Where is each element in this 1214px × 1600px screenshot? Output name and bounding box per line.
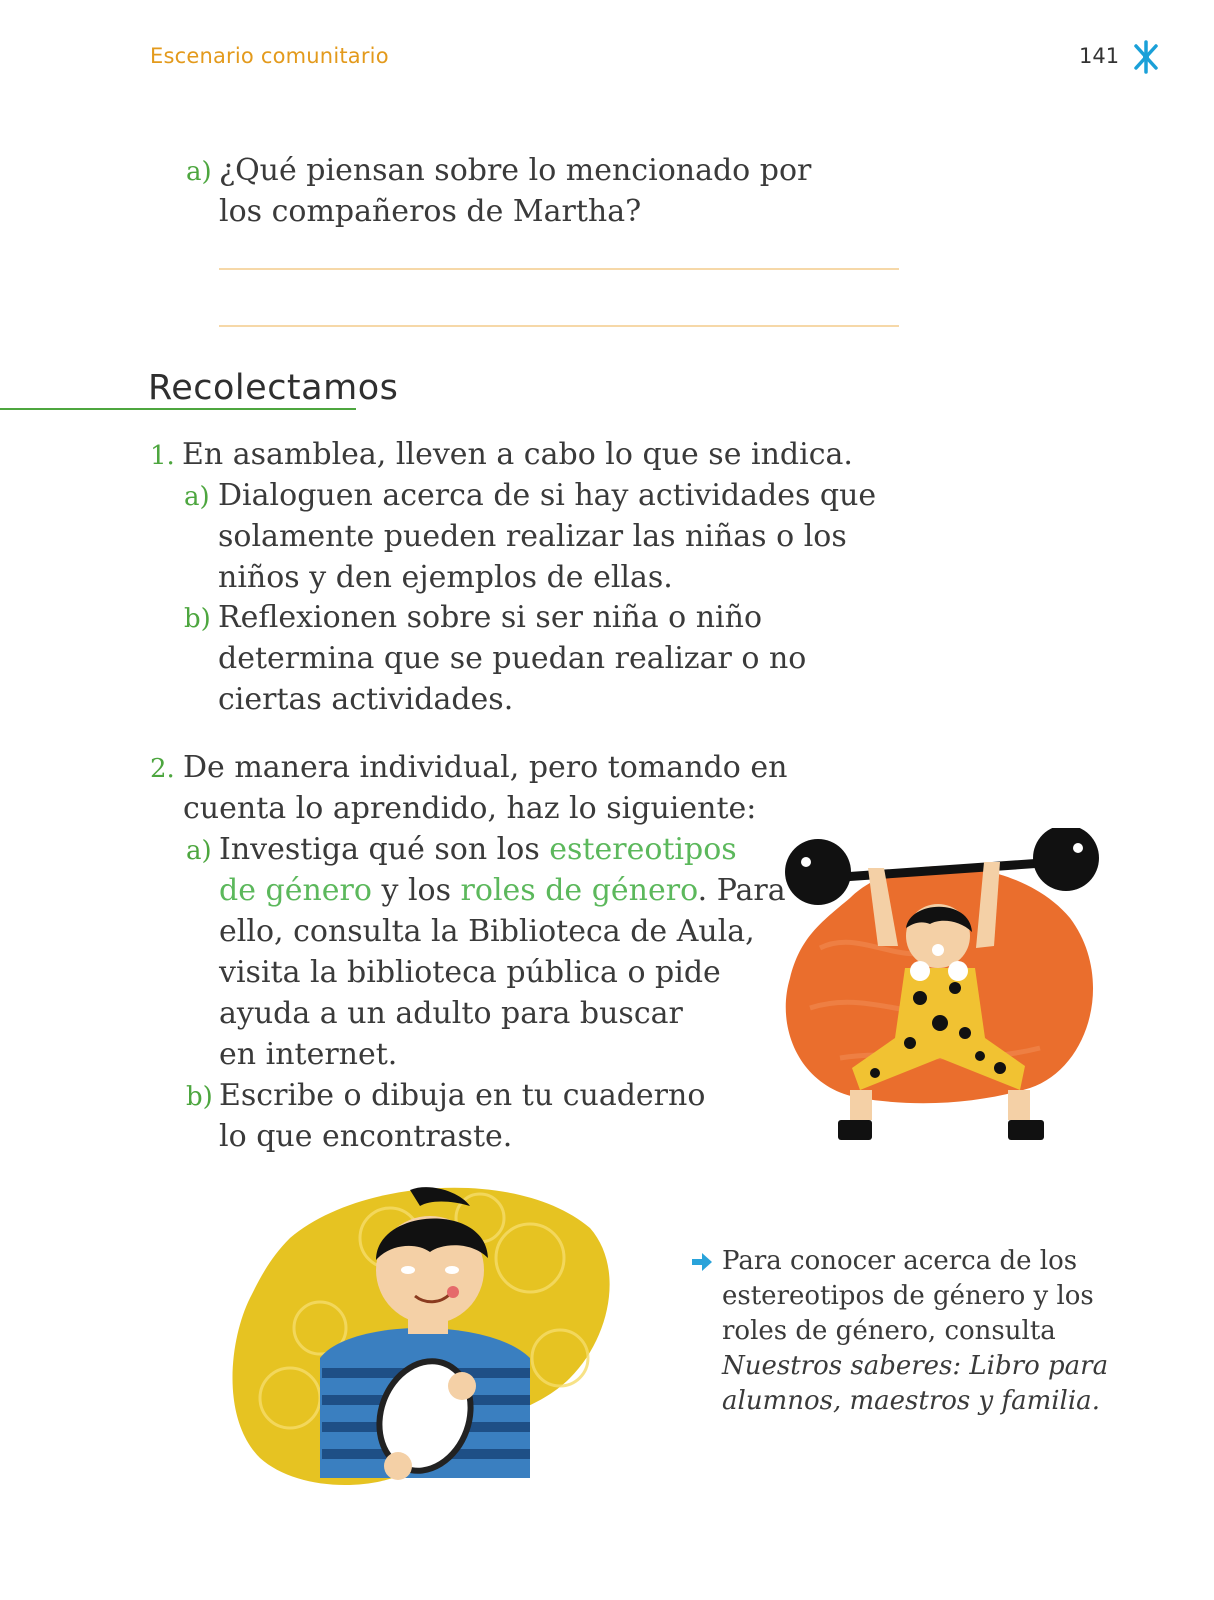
item-1-marker: 1. (150, 441, 175, 471)
item-2-line: De manera individual, pero tomando en (183, 750, 788, 785)
item-2a-marker: a) (186, 836, 212, 866)
note-book-title: alumnos, maestros y familia. (722, 1386, 1100, 1416)
item-2a-suffix: . Para (697, 873, 786, 908)
item-2a-line: ello, consulta la Biblioteca de Aula, (219, 914, 755, 949)
item-1b-line: ciertas actividades. (218, 682, 514, 717)
section-label: Escenario comunitario (150, 44, 389, 68)
answer-line-2[interactable] (219, 325, 899, 327)
glossary-term-estereotipos[interactable]: estereotipos (549, 832, 737, 867)
item-2b-line: lo que encontraste. (219, 1119, 513, 1154)
item-1b-marker: b) (184, 604, 211, 634)
glossary-term-roles-de-genero[interactable]: roles de género (460, 873, 698, 908)
note-line: Para conocer acerca de los (722, 1246, 1078, 1276)
item-2a-prefix: Investiga qué son los (219, 832, 550, 867)
item-1a-marker: a) (184, 482, 210, 512)
item-1a-line: Dialoguen acerca de si hay actividades que (218, 478, 877, 513)
item-2b-line: Escribe o dibuja en tu cuaderno (219, 1078, 706, 1113)
arrow-right-icon (691, 1252, 713, 1272)
item-1b-line: determina que se puedan realizar o no (218, 641, 807, 676)
item-2a-line1 (219, 829, 737, 870)
glossary-term-de-genero[interactable]: de género (219, 873, 372, 908)
item-1-text: En asamblea, lleven a cabo lo que se indica. (182, 437, 853, 472)
item-2a-line: en internet. (219, 1037, 398, 1072)
item-2a-line: ayuda a un adulto para buscar (219, 996, 683, 1031)
item-2b-marker: b) (186, 1082, 213, 1112)
answer-line-1[interactable] (219, 268, 899, 270)
page-number: 141 (1079, 44, 1120, 68)
question-a-line2: los compañeros de Martha? (219, 194, 642, 229)
item-2a-mid: y los (371, 873, 461, 908)
item-2a-line: visita la biblioteca pública o pide (219, 955, 721, 990)
question-a-marker: a) (186, 157, 212, 187)
section-title: Recolectamos (148, 368, 399, 408)
item-1a-line: solamente pueden realizar las niñas o los (218, 519, 847, 554)
weightlifter-girl-illustration (780, 828, 1120, 1158)
item-2-marker: 2. (150, 754, 175, 784)
item-2-line: cuenta lo aprendido, haz lo siguiente: (183, 791, 757, 826)
item-1a-line: niños y den ejemplos de ellas. (218, 560, 673, 595)
note-line: roles de género, consulta (722, 1316, 1056, 1346)
section-rule (0, 408, 356, 410)
note-book-title: Nuestros saberes: Libro para (722, 1351, 1109, 1381)
reference-note (722, 1244, 1162, 1419)
item-2a-line2 (219, 870, 786, 911)
question-a-line1: ¿Qué piensan sobre lo mencionado por (219, 153, 812, 188)
note-line: estereotipos de género y los (722, 1281, 1094, 1311)
item-1b-line: Reflexionen sobre si ser niña o niño (218, 600, 763, 635)
boy-embroidering-illustration (230, 1178, 615, 1494)
blue-star-logo-icon (1130, 40, 1162, 74)
